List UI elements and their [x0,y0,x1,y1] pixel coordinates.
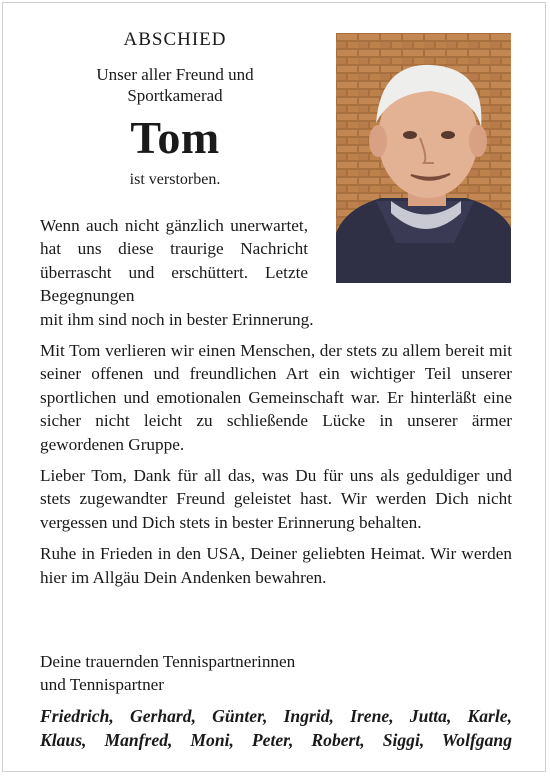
names-line-1: Friedrich, Gerhard, Günter, Ingrid, Irene, Jutta, Karle, [40,706,512,726]
paragraph-1-tail: mit ihm sind noch in bester Erinnerung. [40,309,314,329]
deceased-status: ist verstorben. [129,171,221,188]
deceased-name: Tom [130,112,220,163]
paragraph-3: Lieber Tom, Dank für all das, was Du für uns als geduldiger und stets zugewandter Freund geleistet hast. Wir werden Dich nicht vergessen und Dich stets in bester Erinnerung behalten. [40,466,512,532]
signoff [40,650,512,696]
notice-body [40,214,512,597]
signoff-line-1: Deine trauernden Tennispartnerinnen [40,652,296,671]
notice-intro [40,64,310,106]
paragraph-2: Mit Tom verlieren wir einen Menschen, der stets zu allem bereit mit seiner offenen und freundlichen Art ein wichtiger Teil unserer sportlichen und emotionalen Gemeinschaft war. Er hinterläßt eine sicher nicht leicht zu schließende Lücke in unserer ärmer gewordenen Gruppe. [40,341,512,454]
mourners-names [40,704,512,752]
paragraph-1: Wenn auch nicht gänzlich unerwartet, hat uns diese traurige Nachricht überrascht und erschüttert. Letzte Begegnungen [40,216,308,306]
names-line-2: Klaus, Manfred, Moni, Peter, Robert, Siggi, Wolfgang [40,730,512,750]
notice-heading: ABSCHIED [123,29,227,50]
paragraph-4: Ruhe in Frieden in den USA, Deiner geliebten Heimat. Wir werden hier im Allgäu Dein Andenken bewahren. [40,544,512,587]
notice-header [40,28,310,190]
intro-line-1: Unser aller Freund und [96,65,254,84]
intro-line-2: Sportkamerad [127,86,223,105]
signoff-line-2: und Tennispartner [40,675,165,694]
